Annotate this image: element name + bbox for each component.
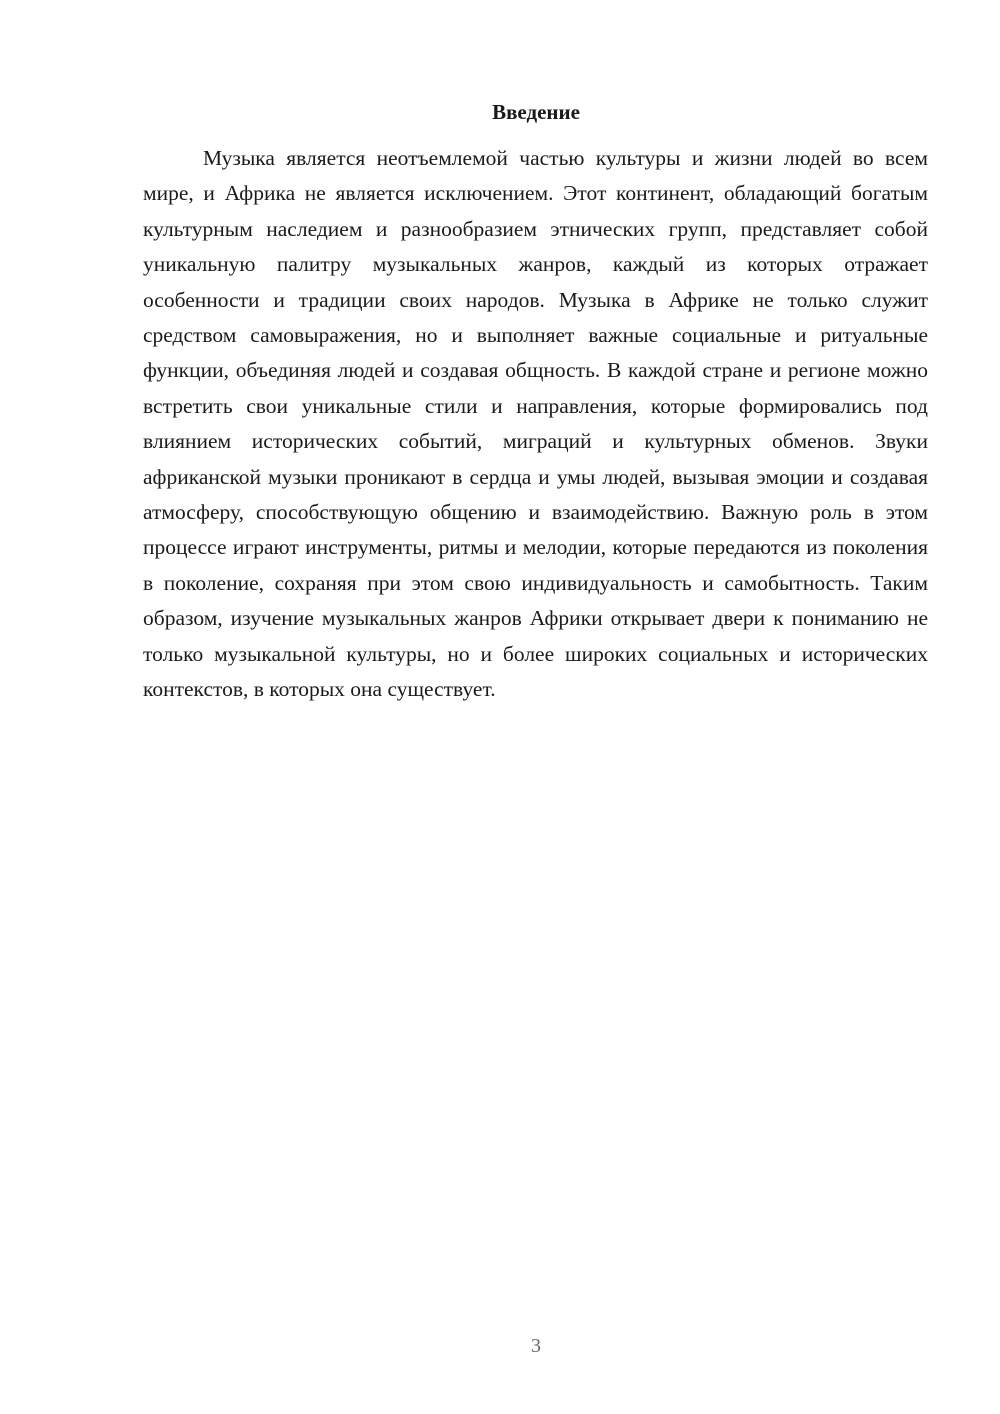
page-number: 3 <box>531 1335 541 1357</box>
body-paragraph: Музыка является неотъемлемой частью культуры и жизни людей во всем мире, и Африка не является исключением. Этот континент, обладающий богатым культурным наследием и разнообразием этнических групп, представляет собой уникальную палитру музыкальных жанров, каждый из которых отражает особенности и традиции своих народов. Музыка в Африке не только служит средством самовыражения, но и выполняет важные социальные и ритуальные функции, объединяя людей и создавая общность. В каждой стране и регионе можно встретить свои уникальные стили и направления, которые формировались под влиянием исторических событий, миграций и культурных обменов. Звуки африканской музыки проникают в сердца и умы людей, вызывая эмоции и создавая атмосферу, способствующую общению и взаимодействию. Важную роль в этом процессе играют инструменты, ритмы и мелодии, которые передаются из поколения в поколение, сохраняя при этом свою индивидуальность и самобытность. Таким образом, изучение музыкальных жанров Африки открывает двери к пониманию не только музыкальной культуры, но и более широких социальных и исторических контекстов, в которых она существует. <box>143 146 928 702</box>
section-heading: Введение <box>492 100 580 124</box>
